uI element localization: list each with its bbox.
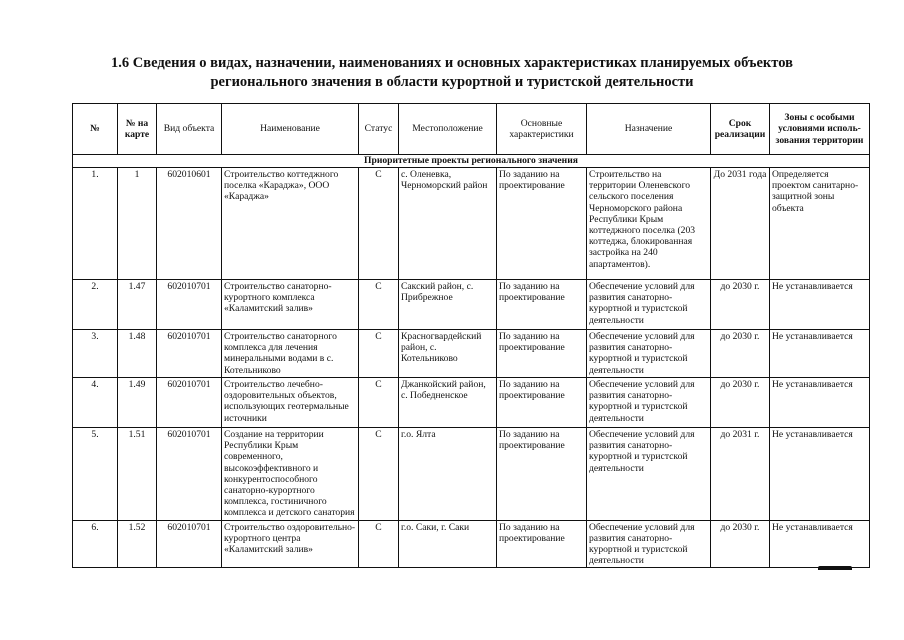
cell-purpose: Строительство на территории Оленевского сельского поселения Черноморского района Республики Крым коттеджного поселка (203 коттеджа, блокированная застройка на 240 апартаментов).: [587, 168, 711, 280]
cell-purpose: Обеспечение условий для развития санаторно-курортной и туристской деятельности: [587, 330, 711, 378]
cell-map-num: 1.47: [118, 280, 157, 330]
cell-zones: Определяется проектом санитарно-защитной зоны объекта: [770, 168, 870, 280]
cell-location: Джанкойский район, с. Победненское: [399, 378, 497, 428]
title-line-1: 1.6 Сведения о видах, назначении, наименованиях и основных характеристиках планируемых объектов: [111, 55, 793, 71]
cell-term: До 2031 года: [711, 168, 770, 280]
cell-status: С: [359, 428, 399, 521]
cell-name: Создание на территории Республики Крым современного, высокоэффективного и конкурентоспособного санаторно-курортного комплекса, гостиничного комплекса и детского санатория: [222, 428, 359, 521]
cell-characteristics: По заданию на проектирование: [497, 428, 587, 521]
cell-location: Сакский район, с. Прибрежное: [399, 280, 497, 330]
cell-name: Строительство санаторного комплекса для лечения минеральными водами в с. Котельниково: [222, 330, 359, 378]
cell-map-num: 1.49: [118, 378, 157, 428]
cell-term: до 2030 г.: [711, 280, 770, 330]
cell-name: Строительство коттеджного поселка «Караджа», ООО «Караджа»: [222, 168, 359, 280]
header-object-type: Вид объекта: [157, 104, 222, 155]
table-row: [73, 280, 870, 330]
cell-status: С: [359, 378, 399, 428]
cell-map-num: 1.51: [118, 428, 157, 521]
cell-object-type: 602010701: [157, 330, 222, 378]
cell-object-type: 602010701: [157, 520, 222, 568]
cell-zones: Не устанавливается: [770, 280, 870, 330]
table-row: [73, 378, 870, 428]
table-row: [73, 330, 870, 378]
table-row: [73, 168, 870, 280]
cell-object-type: 602010701: [157, 280, 222, 330]
cell-zones: Не устанавливается: [770, 520, 870, 568]
header-name: Наименование: [222, 104, 359, 155]
cell-num: 2.: [73, 280, 118, 330]
cell-status: С: [359, 280, 399, 330]
cell-name: Строительство оздоровительно-курортного центра «Каламитский залив»: [222, 520, 359, 568]
cell-purpose: Обеспечение условий для развития санаторно-курортной и туристской деятельности: [587, 520, 711, 568]
header-status: Статус: [359, 104, 399, 155]
header-zones: Зоны с особыми условиями исполь-зования территории: [770, 104, 870, 155]
section-row: [73, 155, 870, 168]
planned-objects-table: [72, 103, 870, 568]
cell-zones: Не устанавливается: [770, 428, 870, 521]
cell-zones: Не устанавливается: [770, 378, 870, 428]
header-characteristics: Основные характеристики: [497, 104, 587, 155]
cell-term: до 2030 г.: [711, 378, 770, 428]
cell-object-type: 602010701: [157, 378, 222, 428]
page-title: [0, 54, 904, 92]
cell-characteristics: По заданию на проектирование: [497, 378, 587, 428]
table-row: [73, 428, 870, 521]
cell-purpose: Обеспечение условий для развития санаторно-курортной и туристской деятельности: [587, 280, 711, 330]
cell-status: С: [359, 330, 399, 378]
cell-map-num: 1.52: [118, 520, 157, 568]
header-num: №: [73, 104, 118, 155]
cell-status: С: [359, 168, 399, 280]
header-location: Местоположение: [399, 104, 497, 155]
cell-term: до 2030 г.: [711, 520, 770, 568]
header-term: Срок реализации: [711, 104, 770, 155]
cell-num: 1.: [73, 168, 118, 280]
cell-object-type: 602010701: [157, 428, 222, 521]
cell-location: г.о. Саки, г. Саки: [399, 520, 497, 568]
cell-characteristics: По заданию на проектирование: [497, 520, 587, 568]
table-row: [73, 520, 870, 568]
cell-object-type: 602010601: [157, 168, 222, 280]
cell-map-num: 1.48: [118, 330, 157, 378]
section-title: Приоритетные проекты регионального значения: [73, 155, 870, 168]
cell-name: Строительство санаторно-курортного комплекса «Каламитский залив»: [222, 280, 359, 330]
cell-characteristics: По заданию на проектирование: [497, 168, 587, 280]
cell-purpose: Обеспечение условий для развития санаторно-курортной и туристской деятельности: [587, 428, 711, 521]
cell-num: 4.: [73, 378, 118, 428]
scan-mark: [818, 566, 852, 570]
cell-status: С: [359, 520, 399, 568]
cell-term: до 2031 г.: [711, 428, 770, 521]
cell-num: 5.: [73, 428, 118, 521]
cell-location: с. Оленевка, Черноморский район: [399, 168, 497, 280]
title-line-2: регионального значения в области курортной и туристской деятельности: [210, 74, 694, 90]
cell-term: до 2030 г.: [711, 330, 770, 378]
table-header-row: [73, 104, 870, 155]
cell-purpose: Обеспечение условий для развития санаторно-курортной и туристской деятельности: [587, 378, 711, 428]
cell-num: 3.: [73, 330, 118, 378]
cell-zones: Не устанавливается: [770, 330, 870, 378]
cell-num: 6.: [73, 520, 118, 568]
cell-map-num: 1: [118, 168, 157, 280]
cell-location: г.о. Ялта: [399, 428, 497, 521]
cell-name: Строительство лечебно-оздоровительных объектов, использующих геотермальные источники: [222, 378, 359, 428]
cell-characteristics: По заданию на проектирование: [497, 330, 587, 378]
cell-location: Красногвардейский район, с. Котельниково: [399, 330, 497, 378]
header-purpose: Назначение: [587, 104, 711, 155]
header-map-num: № на карте: [118, 104, 157, 155]
cell-characteristics: По заданию на проектирование: [497, 280, 587, 330]
